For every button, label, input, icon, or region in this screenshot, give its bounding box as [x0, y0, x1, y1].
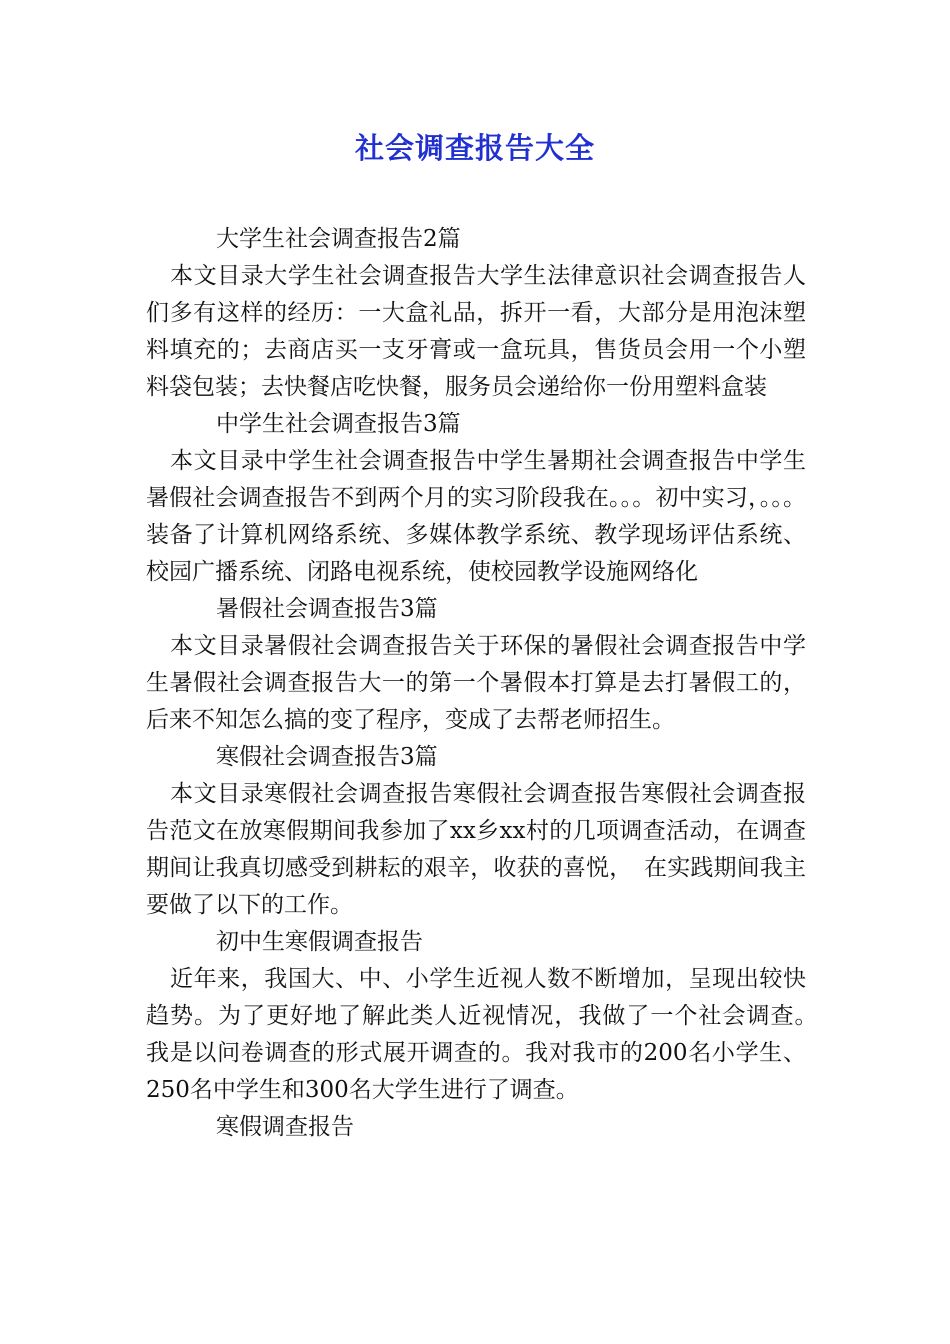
- section-heading-4: 寒假社会调查报告3篇: [216, 744, 438, 770]
- document-body: [146, 221, 829, 1146]
- section-heading-5: 初中生寒假调查报告: [216, 929, 423, 955]
- section-paragraph-3: 本文目录暑假社会调查报告关于环保的暑假社会调查报告中学生暑假社会调查报告大一的第一个暑假本打算是去打暑假工的，后来不知怎么搞的变了程序，变成了去帮老师招生。: [146, 633, 806, 733]
- section-paragraph-1: 本文目录大学生社会调查报告大学生法律意识社会调查报告人们多有这样的经历：一大盒礼品，拆开一看，大部分是用泡沫塑料填充的；去商店买一支牙膏或一盒玩具，售货员会用一个小塑料袋包装；去快餐店吃快餐，服务员会递给你一份用塑料盒装: [146, 263, 806, 400]
- section-heading-2: 中学生社会调查报告3篇: [216, 411, 461, 437]
- section-paragraph-5: 近年来，我国大、中、小学生近视人数不断增加，呈现出较快趋势。为了更好地了解此类人近视情况，我做了一个社会调查。 我是以问卷调查的形式展开调查的。我对我市的200名小学生、250名中学生和300名大学生进行了调查。: [146, 966, 829, 1103]
- section-heading-6: 寒假调查报告: [216, 1114, 354, 1140]
- section-heading-3: 暑假社会调查报告3篇: [216, 596, 438, 622]
- section-paragraph-2: 本文目录中学生社会调查报告中学生暑期社会调查报告中学生暑假社会调查报告不到两个月的实习阶段我在。。。初中实习，。。。装备了计算机网络系统、多媒体教学系统、教学现场评估系统、校园广播系统、闭路电视系统，使校园教学设施网络化: [146, 448, 806, 585]
- section-heading-1: 大学生社会调查报告2篇: [216, 226, 461, 252]
- section-paragraph-4: 本文目录寒假社会调查报告寒假社会调查报告寒假社会调查报告范文在放寒假期间我参加了xx乡xx村的几项调查活动，在调查期间让我真切感受到耕耘的艰辛，收获的喜悦， 在实践期间我主要做了以下的工作。: [146, 781, 806, 918]
- document-title: 社会调查报告大全: [354, 131, 595, 165]
